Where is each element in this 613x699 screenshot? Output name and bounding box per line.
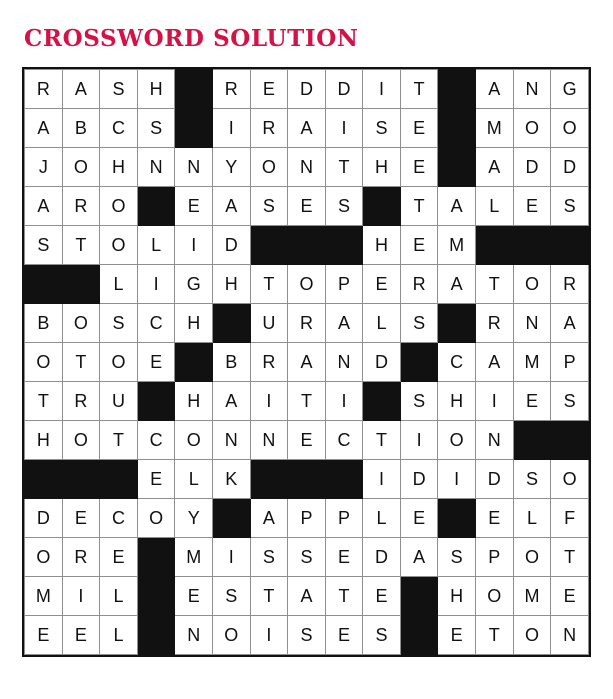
- crossword-letter-cell[interactable]: L: [175, 460, 213, 499]
- crossword-letter-cell[interactable]: E: [475, 499, 513, 538]
- crossword-letter-cell[interactable]: A: [438, 187, 476, 226]
- crossword-letter-cell[interactable]: U: [100, 382, 138, 421]
- crossword-letter-cell[interactable]: I: [137, 265, 175, 304]
- crossword-letter-cell[interactable]: L: [363, 499, 401, 538]
- crossword-row: [25, 109, 589, 148]
- crossword-letter-cell[interactable]: R: [475, 304, 513, 343]
- crossword-block-cell: [438, 148, 476, 187]
- crossword-letter-cell[interactable]: M: [25, 577, 63, 616]
- crossword-letter-cell[interactable]: E: [513, 382, 551, 421]
- crossword-letter-cell[interactable]: O: [100, 343, 138, 382]
- crossword-block-cell: [100, 460, 138, 499]
- crossword-letter-cell[interactable]: R: [250, 343, 288, 382]
- crossword-letter-cell[interactable]: A: [475, 70, 513, 109]
- crossword-letter-cell[interactable]: G: [175, 265, 213, 304]
- crossword-letter-cell[interactable]: A: [25, 187, 63, 226]
- crossword-row: [25, 187, 589, 226]
- crossword-letter-cell[interactable]: I: [175, 226, 213, 265]
- crossword-letter-cell[interactable]: A: [25, 109, 63, 148]
- crossword-letter-cell[interactable]: O: [175, 421, 213, 460]
- crossword-letter-cell[interactable]: P: [325, 499, 363, 538]
- crossword-letter-cell[interactable]: O: [438, 421, 476, 460]
- crossword-letter-cell[interactable]: P: [551, 343, 589, 382]
- crossword-block-cell: [551, 226, 589, 265]
- crossword-letter-cell[interactable]: S: [250, 538, 288, 577]
- crossword-letter-cell[interactable]: P: [325, 265, 363, 304]
- crossword-letter-cell[interactable]: I: [213, 538, 251, 577]
- crossword-letter-cell[interactable]: T: [288, 382, 326, 421]
- crossword-block-cell: [175, 109, 213, 148]
- crossword-block-cell: [551, 421, 589, 460]
- crossword-letter-cell[interactable]: T: [250, 265, 288, 304]
- crossword-letter-cell[interactable]: M: [475, 109, 513, 148]
- crossword-letter-cell[interactable]: O: [513, 538, 551, 577]
- crossword-letter-cell[interactable]: R: [25, 70, 63, 109]
- crossword-block-cell: [438, 304, 476, 343]
- crossword-letter-cell[interactable]: R: [62, 382, 100, 421]
- crossword-letter-cell[interactable]: B: [25, 304, 63, 343]
- crossword-letter-cell[interactable]: D: [551, 148, 589, 187]
- crossword-letter-cell[interactable]: E: [513, 187, 551, 226]
- crossword-letter-cell[interactable]: S: [400, 304, 438, 343]
- crossword-letter-cell[interactable]: O: [100, 187, 138, 226]
- crossword-letter-cell[interactable]: T: [363, 421, 401, 460]
- crossword-letter-cell[interactable]: E: [175, 577, 213, 616]
- crossword-letter-cell[interactable]: C: [325, 421, 363, 460]
- crossword-letter-cell[interactable]: E: [363, 265, 401, 304]
- crossword-letter-cell[interactable]: T: [475, 616, 513, 655]
- crossword-row: [25, 616, 589, 655]
- crossword-letter-cell[interactable]: D: [400, 460, 438, 499]
- crossword-block-cell: [175, 343, 213, 382]
- crossword-letter-cell[interactable]: O: [513, 265, 551, 304]
- crossword-letter-cell[interactable]: A: [400, 538, 438, 577]
- crossword-letter-cell[interactable]: J: [25, 148, 63, 187]
- crossword-letter-cell[interactable]: S: [100, 70, 138, 109]
- crossword-letter-cell[interactable]: M: [513, 343, 551, 382]
- crossword-letter-cell[interactable]: P: [475, 538, 513, 577]
- crossword-letter-cell[interactable]: R: [250, 109, 288, 148]
- crossword-letter-cell[interactable]: I: [250, 382, 288, 421]
- crossword-block-cell: [400, 343, 438, 382]
- crossword-letter-cell[interactable]: A: [475, 343, 513, 382]
- crossword-letter-cell[interactable]: R: [62, 538, 100, 577]
- crossword-letter-cell[interactable]: N: [513, 70, 551, 109]
- crossword-letter-cell[interactable]: A: [213, 187, 251, 226]
- crossword-letter-cell[interactable]: E: [400, 109, 438, 148]
- crossword-letter-cell[interactable]: O: [25, 538, 63, 577]
- crossword-letter-cell[interactable]: R: [551, 265, 589, 304]
- crossword-letter-cell[interactable]: O: [250, 148, 288, 187]
- crossword-letter-cell[interactable]: O: [62, 148, 100, 187]
- crossword-letter-cell[interactable]: E: [438, 616, 476, 655]
- crossword-letter-cell[interactable]: T: [325, 148, 363, 187]
- crossword-row: [25, 148, 589, 187]
- crossword-letter-cell[interactable]: T: [62, 343, 100, 382]
- crossword-grid: [24, 69, 589, 655]
- crossword-letter-cell[interactable]: L: [137, 226, 175, 265]
- crossword-letter-cell[interactable]: S: [137, 109, 175, 148]
- crossword-block-cell: [213, 499, 251, 538]
- crossword-letter-cell[interactable]: T: [325, 577, 363, 616]
- crossword-letter-cell[interactable]: A: [288, 577, 326, 616]
- crossword-letter-cell[interactable]: T: [475, 265, 513, 304]
- crossword-letter-cell[interactable]: I: [213, 109, 251, 148]
- crossword-letter-cell[interactable]: L: [100, 577, 138, 616]
- crossword-letter-cell[interactable]: P: [288, 499, 326, 538]
- crossword-letter-cell[interactable]: R: [288, 304, 326, 343]
- crossword-grid-container: [22, 67, 591, 657]
- crossword-letter-cell[interactable]: O: [62, 421, 100, 460]
- crossword-letter-cell[interactable]: Y: [175, 499, 213, 538]
- crossword-block-cell: [25, 460, 63, 499]
- crossword-letter-cell[interactable]: B: [62, 109, 100, 148]
- crossword-block-cell: [438, 499, 476, 538]
- crossword-block-cell: [62, 265, 100, 304]
- crossword-row: [25, 421, 589, 460]
- crossword-letter-cell[interactable]: T: [250, 577, 288, 616]
- crossword-letter-cell[interactable]: I: [325, 382, 363, 421]
- crossword-letter-cell[interactable]: D: [213, 226, 251, 265]
- crossword-block-cell: [213, 304, 251, 343]
- crossword-block-cell: [513, 226, 551, 265]
- crossword-letter-cell[interactable]: T: [62, 226, 100, 265]
- crossword-letter-cell[interactable]: E: [137, 460, 175, 499]
- crossword-letter-cell[interactable]: H: [438, 577, 476, 616]
- crossword-block-cell: [363, 187, 401, 226]
- crossword-letter-cell[interactable]: E: [363, 577, 401, 616]
- crossword-letter-cell[interactable]: Y: [213, 148, 251, 187]
- crossword-letter-cell[interactable]: M: [438, 226, 476, 265]
- crossword-letter-cell[interactable]: I: [363, 460, 401, 499]
- crossword-block-cell: [288, 226, 326, 265]
- crossword-block-cell: [400, 616, 438, 655]
- crossword-letter-cell[interactable]: E: [137, 343, 175, 382]
- crossword-letter-cell[interactable]: A: [288, 109, 326, 148]
- crossword-letter-cell[interactable]: H: [213, 265, 251, 304]
- crossword-letter-cell[interactable]: F: [551, 499, 589, 538]
- crossword-letter-cell[interactable]: N: [551, 616, 589, 655]
- crossword-letter-cell[interactable]: I: [400, 421, 438, 460]
- crossword-letter-cell[interactable]: T: [100, 421, 138, 460]
- crossword-block-cell: [137, 538, 175, 577]
- crossword-block-cell: [250, 226, 288, 265]
- crossword-letter-cell[interactable]: E: [62, 616, 100, 655]
- crossword-letter-cell[interactable]: T: [400, 187, 438, 226]
- crossword-letter-cell[interactable]: O: [551, 109, 589, 148]
- crossword-letter-cell[interactable]: I: [363, 70, 401, 109]
- crossword-letter-cell[interactable]: N: [288, 148, 326, 187]
- crossword-letter-cell[interactable]: L: [100, 616, 138, 655]
- crossword-letter-cell[interactable]: O: [100, 226, 138, 265]
- crossword-letter-cell[interactable]: S: [325, 187, 363, 226]
- crossword-letter-cell[interactable]: N: [325, 343, 363, 382]
- crossword-letter-cell[interactable]: I: [250, 616, 288, 655]
- crossword-letter-cell[interactable]: S: [288, 538, 326, 577]
- crossword-letter-cell[interactable]: R: [62, 187, 100, 226]
- crossword-block-cell: [137, 616, 175, 655]
- crossword-letter-cell[interactable]: T: [25, 382, 63, 421]
- crossword-letter-cell[interactable]: O: [25, 343, 63, 382]
- crossword-letter-cell[interactable]: C: [137, 421, 175, 460]
- crossword-letter-cell[interactable]: E: [25, 616, 63, 655]
- crossword-letter-cell[interactable]: T: [400, 70, 438, 109]
- crossword-letter-cell[interactable]: S: [363, 109, 401, 148]
- crossword-letter-cell[interactable]: N: [137, 148, 175, 187]
- crossword-row: [25, 304, 589, 343]
- crossword-letter-cell[interactable]: O: [62, 304, 100, 343]
- crossword-letter-cell[interactable]: A: [325, 304, 363, 343]
- crossword-letter-cell[interactable]: O: [475, 577, 513, 616]
- crossword-letter-cell[interactable]: H: [137, 70, 175, 109]
- crossword-letter-cell[interactable]: E: [325, 538, 363, 577]
- crossword-row: [25, 499, 589, 538]
- crossword-letter-cell[interactable]: N: [213, 421, 251, 460]
- crossword-letter-cell[interactable]: S: [400, 382, 438, 421]
- crossword-letter-cell[interactable]: D: [363, 343, 401, 382]
- crossword-letter-cell[interactable]: G: [551, 70, 589, 109]
- crossword-letter-cell[interactable]: E: [62, 499, 100, 538]
- crossword-letter-cell[interactable]: A: [62, 70, 100, 109]
- crossword-letter-cell[interactable]: L: [513, 499, 551, 538]
- crossword-letter-cell[interactable]: O: [551, 460, 589, 499]
- crossword-row: [25, 226, 589, 265]
- crossword-letter-cell[interactable]: E: [551, 577, 589, 616]
- crossword-block-cell: [137, 577, 175, 616]
- crossword-letter-cell[interactable]: H: [175, 382, 213, 421]
- crossword-letter-cell[interactable]: N: [175, 148, 213, 187]
- crossword-letter-cell[interactable]: S: [213, 577, 251, 616]
- crossword-letter-cell[interactable]: M: [513, 577, 551, 616]
- crossword-letter-cell[interactable]: A: [250, 499, 288, 538]
- crossword-letter-cell[interactable]: I: [62, 577, 100, 616]
- crossword-letter-cell[interactable]: C: [100, 109, 138, 148]
- crossword-letter-cell[interactable]: H: [363, 226, 401, 265]
- crossword-letter-cell[interactable]: B: [213, 343, 251, 382]
- crossword-letter-cell[interactable]: E: [325, 616, 363, 655]
- crossword-letter-cell[interactable]: H: [438, 382, 476, 421]
- crossword-letter-cell[interactable]: D: [475, 460, 513, 499]
- crossword-letter-cell[interactable]: H: [175, 304, 213, 343]
- crossword-letter-cell[interactable]: H: [25, 421, 63, 460]
- crossword-letter-cell[interactable]: N: [475, 421, 513, 460]
- crossword-letter-cell[interactable]: S: [438, 538, 476, 577]
- crossword-letter-cell[interactable]: A: [213, 382, 251, 421]
- crossword-letter-cell[interactable]: A: [288, 343, 326, 382]
- crossword-letter-cell[interactable]: C: [438, 343, 476, 382]
- crossword-letter-cell[interactable]: C: [137, 304, 175, 343]
- crossword-row: [25, 382, 589, 421]
- crossword-letter-cell[interactable]: O: [213, 616, 251, 655]
- crossword-letter-cell[interactable]: D: [25, 499, 63, 538]
- crossword-letter-cell[interactable]: D: [513, 148, 551, 187]
- crossword-letter-cell[interactable]: E: [288, 421, 326, 460]
- crossword-letter-cell[interactable]: N: [175, 616, 213, 655]
- crossword-letter-cell[interactable]: O: [513, 109, 551, 148]
- crossword-letter-cell[interactable]: S: [25, 226, 63, 265]
- crossword-block-cell: [175, 70, 213, 109]
- crossword-letter-cell[interactable]: R: [213, 70, 251, 109]
- crossword-block-cell: [250, 460, 288, 499]
- crossword-row: [25, 343, 589, 382]
- crossword-letter-cell[interactable]: D: [325, 70, 363, 109]
- crossword-letter-cell[interactable]: H: [100, 148, 138, 187]
- crossword-block-cell: [475, 226, 513, 265]
- crossword-letter-cell[interactable]: A: [438, 265, 476, 304]
- crossword-letter-cell[interactable]: E: [100, 538, 138, 577]
- crossword-block-cell: [363, 382, 401, 421]
- crossword-letter-cell[interactable]: M: [175, 538, 213, 577]
- crossword-letter-cell[interactable]: O: [137, 499, 175, 538]
- crossword-letter-cell[interactable]: A: [551, 304, 589, 343]
- crossword-row: [25, 460, 589, 499]
- crossword-letter-cell[interactable]: R: [400, 265, 438, 304]
- crossword-block-cell: [438, 109, 476, 148]
- crossword-block-cell: [325, 460, 363, 499]
- crossword-block-cell: [325, 226, 363, 265]
- crossword-row: [25, 577, 589, 616]
- crossword-letter-cell[interactable]: D: [363, 538, 401, 577]
- crossword-letter-cell[interactable]: S: [363, 616, 401, 655]
- crossword-letter-cell[interactable]: L: [475, 187, 513, 226]
- crossword-letter-cell[interactable]: E: [175, 187, 213, 226]
- crossword-letter-cell[interactable]: L: [100, 265, 138, 304]
- crossword-block-cell: [62, 460, 100, 499]
- crossword-letter-cell[interactable]: N: [250, 421, 288, 460]
- crossword-block-cell: [513, 421, 551, 460]
- page-title: CROSSWORD SOLUTION: [24, 25, 359, 52]
- crossword-letter-cell[interactable]: T: [551, 538, 589, 577]
- crossword-row: [25, 538, 589, 577]
- crossword-letter-cell[interactable]: O: [288, 265, 326, 304]
- crossword-letter-cell[interactable]: A: [475, 148, 513, 187]
- crossword-letter-cell[interactable]: I: [475, 382, 513, 421]
- crossword-letter-cell[interactable]: H: [363, 148, 401, 187]
- crossword-letter-cell[interactable]: D: [288, 70, 326, 109]
- crossword-letter-cell[interactable]: E: [288, 187, 326, 226]
- crossword-letter-cell[interactable]: C: [100, 499, 138, 538]
- crossword-letter-cell[interactable]: E: [250, 70, 288, 109]
- crossword-letter-cell[interactable]: S: [288, 616, 326, 655]
- crossword-letter-cell[interactable]: S: [551, 187, 589, 226]
- crossword-block-cell: [288, 460, 326, 499]
- crossword-letter-cell[interactable]: E: [400, 226, 438, 265]
- crossword-row: [25, 265, 589, 304]
- crossword-letter-cell[interactable]: S: [513, 460, 551, 499]
- crossword-row: [25, 70, 589, 109]
- crossword-letter-cell[interactable]: S: [551, 382, 589, 421]
- crossword-block-cell: [438, 70, 476, 109]
- crossword-block-cell: [400, 577, 438, 616]
- crossword-block-cell: [137, 382, 175, 421]
- crossword-letter-cell[interactable]: E: [400, 499, 438, 538]
- crossword-letter-cell[interactable]: I: [438, 460, 476, 499]
- crossword-letter-cell[interactable]: N: [513, 304, 551, 343]
- crossword-letter-cell[interactable]: S: [100, 304, 138, 343]
- crossword-letter-cell[interactable]: I: [325, 109, 363, 148]
- crossword-block-cell: [137, 187, 175, 226]
- crossword-letter-cell[interactable]: K: [213, 460, 251, 499]
- crossword-letter-cell[interactable]: L: [363, 304, 401, 343]
- crossword-block-cell: [25, 265, 63, 304]
- crossword-letter-cell[interactable]: S: [250, 187, 288, 226]
- crossword-letter-cell[interactable]: E: [400, 148, 438, 187]
- crossword-letter-cell[interactable]: O: [513, 616, 551, 655]
- crossword-letter-cell[interactable]: U: [250, 304, 288, 343]
